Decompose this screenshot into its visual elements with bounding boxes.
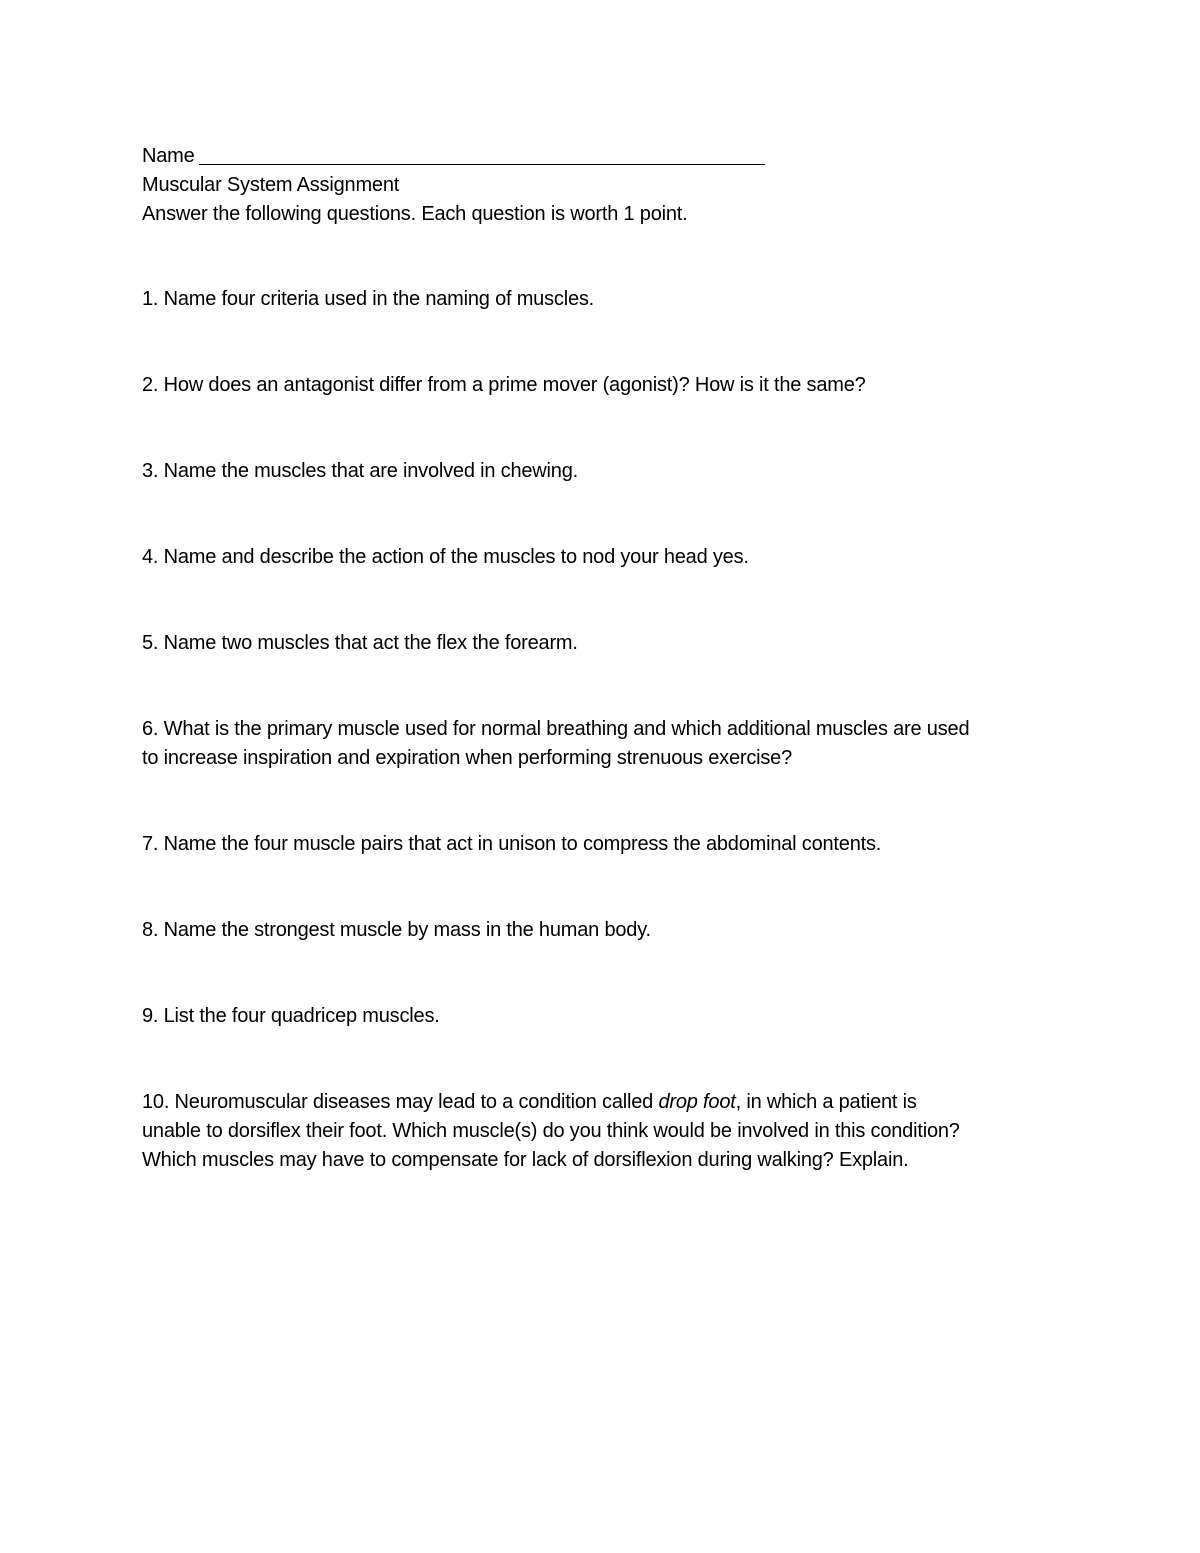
question-4: [142, 543, 1072, 572]
question-3: [142, 457, 1072, 486]
question-text: 4. Name and describe the action of the muscles to nod your head yes.: [142, 546, 749, 568]
question-7: [142, 830, 1072, 859]
question-text: 3. Name the muscles that are involved in chewing.: [142, 460, 578, 482]
question-text: 5. Name two muscles that act the flex the forearm.: [142, 632, 578, 654]
assignment-title: Muscular System Assignment: [142, 174, 400, 196]
question-1: [142, 285, 1072, 314]
name-label: Name: [142, 145, 195, 167]
name-blank-line: [199, 164, 765, 165]
drop-foot-term: drop foot: [658, 1091, 736, 1113]
name-field-row: [142, 142, 1072, 171]
question-text-part: 10. Neuromuscular diseases may lead to a condition called: [142, 1091, 659, 1113]
question-2: [142, 371, 1072, 400]
question-text: 9. List the four quadricep muscles.: [142, 1005, 440, 1027]
question-8: [142, 916, 1072, 945]
question-6: [142, 715, 1072, 773]
question-5: [142, 629, 1072, 658]
question-text-line-1: 6. What is the primary muscle used for normal breathing and which additional muscles are used: [142, 718, 970, 740]
question-list: [142, 285, 1072, 1175]
question-text-part: , in which a patient is: [735, 1091, 917, 1113]
question-text-line-1: [142, 1088, 1072, 1117]
question-text: 2. How does an antagonist differ from a prime mover (agonist)? How is it the same?: [142, 374, 866, 396]
worksheet-content: [142, 142, 1072, 1232]
question-9: [142, 1002, 1072, 1031]
question-10: [142, 1088, 1072, 1175]
question-text-line-3: Which muscles may have to compensate for lack of dorsiflexion during walking? Explain.: [142, 1149, 909, 1171]
question-text-line-2: to increase inspiration and expiration when performing strenuous exercise?: [142, 747, 793, 769]
question-text-line-2: unable to dorsiflex their foot. Which muscle(s) do you think would be involved in this condition?: [142, 1120, 960, 1142]
question-text: 7. Name the four muscle pairs that act in unison to compress the abdominal contents.: [142, 833, 882, 855]
question-text: 1. Name four criteria used in the naming of muscles.: [142, 288, 595, 310]
question-text: 8. Name the strongest muscle by mass in the human body.: [142, 919, 651, 941]
instructions: Answer the following questions. Each question is worth 1 point.: [142, 203, 688, 225]
